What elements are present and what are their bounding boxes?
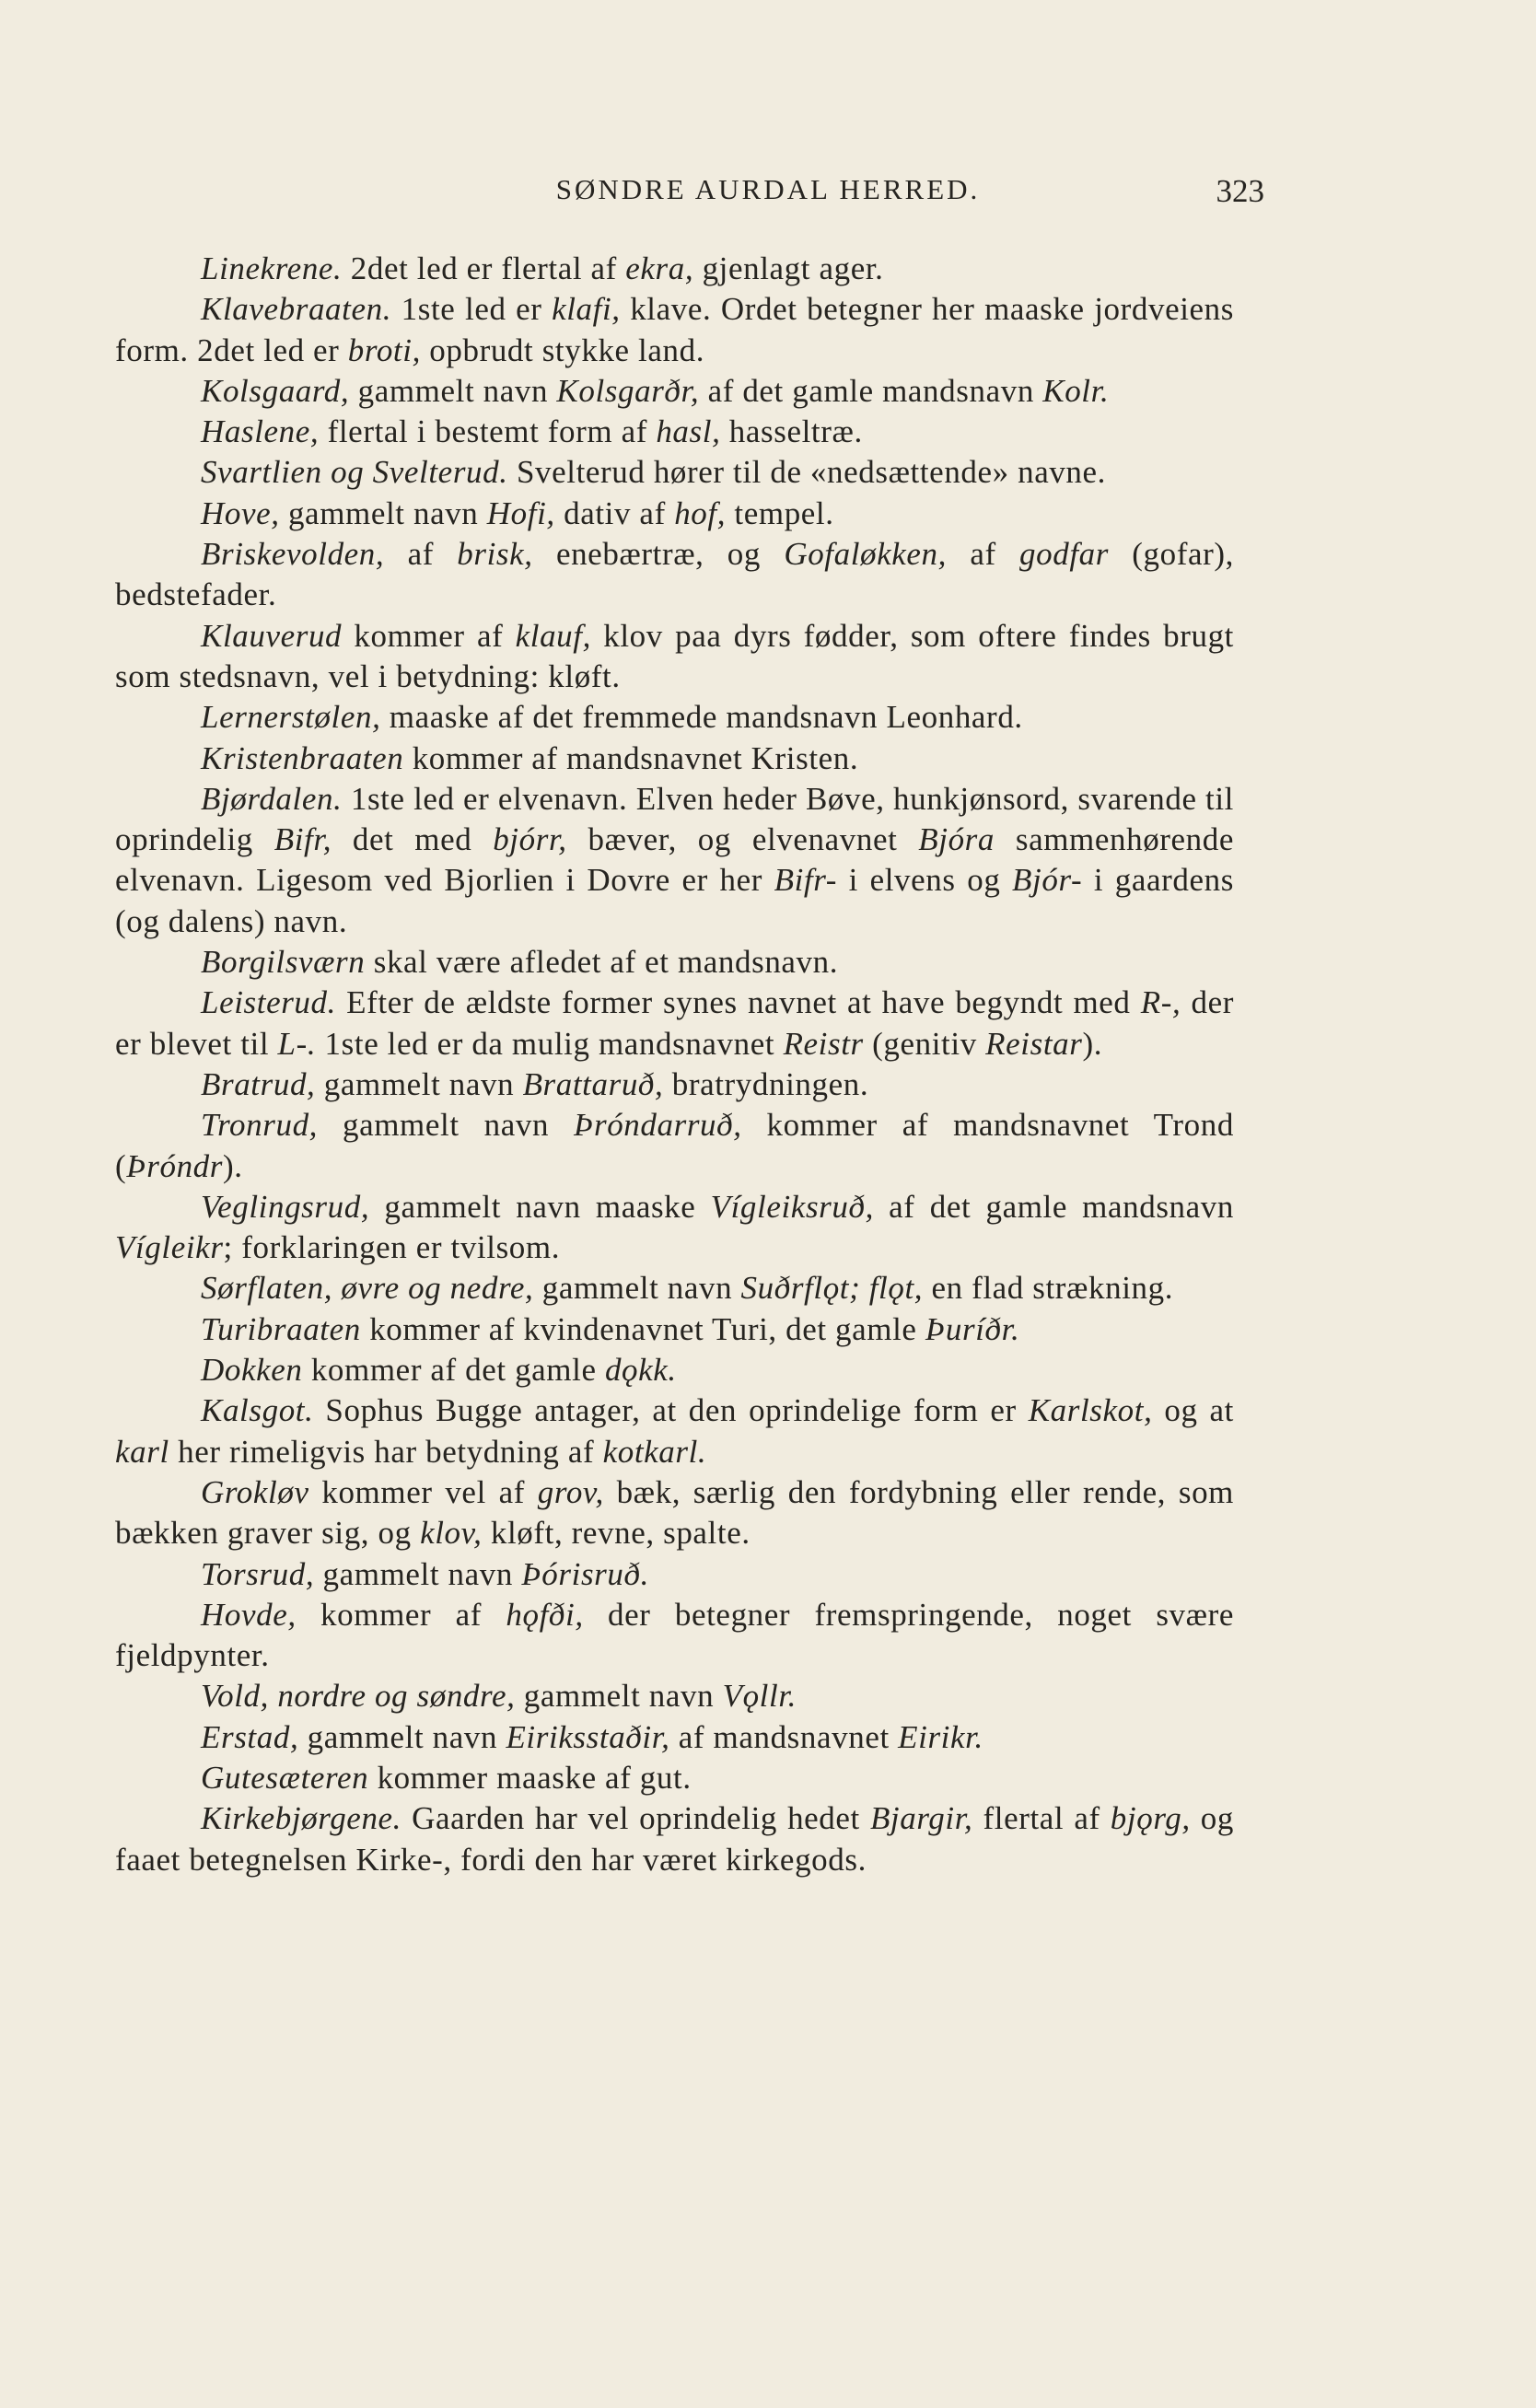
italic-term: grov, (537, 1473, 604, 1510)
entry-paragraph (115, 249, 1234, 289)
entry-paragraph (115, 1350, 1234, 1390)
entry-paragraph (115, 494, 1234, 534)
italic-term: Torsrud, (201, 1555, 315, 1592)
italic-term: Þróndr (126, 1147, 223, 1184)
text-run: kommer af (296, 1596, 506, 1633)
italic-term: Leisterud. (201, 984, 336, 1021)
italic-term: broti, (347, 332, 421, 368)
italic-term: Klauverud (201, 617, 343, 654)
text-run: af det gamle mandsnavn (699, 372, 1043, 409)
text-run: ). (223, 1147, 243, 1184)
text-run: gammelt navn (515, 1678, 723, 1715)
text-run: 1ste led er elvenavn. Elven heder Bøve, hunkjønsord, svarende til oprindelig (115, 780, 1243, 858)
text-run: klov paa dyrs fødder, som oftere findes brugt som stedsnavn, vel i betydning: kløft. (115, 617, 1243, 694)
italic-term: Eiriksstaðir, (506, 1718, 670, 1755)
italic-term: Gofaløkken, (784, 536, 948, 573)
text-run: her rimeligvis har betydning af (169, 1433, 603, 1470)
italic-term: Haslene, (201, 413, 320, 450)
italic-term: Þróndarruð, (574, 1107, 742, 1144)
italic-term: Þórisruð. (521, 1555, 649, 1592)
italic-term: hǫfði, (506, 1596, 584, 1633)
running-head-title: SØNDRE AURDAL HERRED. (555, 173, 981, 205)
italic-term: Bratrud, (201, 1065, 316, 1102)
entry-paragraph (115, 1676, 1234, 1716)
text-run: det med (332, 821, 494, 858)
italic-term: Linekrene. (201, 250, 343, 286)
entry-paragraph (115, 616, 1243, 698)
entry-paragraph (115, 1309, 1234, 1350)
text-run: klave. Ordet betegner her maaske jordveiens form. 2det led er (115, 291, 1243, 368)
text-run: flertal af (972, 1800, 1111, 1837)
italic-term: Sørflaten, øvre og nedre, (201, 1270, 534, 1307)
italic-term: Briskevolden, (201, 536, 385, 573)
italic-term: Kristenbraaten (201, 739, 404, 776)
italic-term: klov, (420, 1515, 483, 1552)
text-run: der betegner fremspringende, noget svære fjeldpynter. (115, 1596, 1243, 1674)
entry-paragraph (115, 942, 1234, 983)
italic-term: Erstad, (201, 1718, 299, 1755)
italic-term: Brattaruð, (522, 1065, 664, 1102)
italic-term: Vígleiksruð, (710, 1188, 874, 1225)
entry-paragraph (115, 1758, 1234, 1798)
text-run: af (947, 536, 1020, 573)
italic-term: Reistar (985, 1025, 1083, 1062)
text-run: dativ af (554, 494, 675, 531)
entry-paragraph (115, 1595, 1243, 1677)
italic-term: Reistr (783, 1025, 864, 1062)
italic-term: R-, (1140, 984, 1181, 1021)
text-run: kommer af kvindenavnet Turi, det gamle (360, 1310, 925, 1347)
entry-paragraph (115, 1798, 1243, 1880)
text-run: kommer af mandsnavnet Kristen. (403, 739, 859, 776)
entry-paragraph (115, 1717, 1234, 1758)
italic-term: Turibraaten (201, 1310, 361, 1347)
italic-term: Vígleikr (115, 1229, 224, 1266)
italic-term: klafi, (552, 291, 621, 328)
text-run: 1ste led er da mulig mandsnavnet (316, 1025, 784, 1062)
text-run: og at (1152, 1392, 1243, 1429)
italic-term: godfar (1019, 536, 1109, 573)
text-run: kommer af (342, 617, 516, 654)
entry-paragraph (115, 534, 1243, 616)
running-head (0, 173, 1536, 219)
text-run: gammelt navn (298, 1718, 506, 1755)
text-run: kløft, revne, spalte. (482, 1515, 751, 1552)
entry-paragraph (115, 739, 1234, 779)
entry-paragraph (115, 412, 1234, 452)
italic-term: Bifr- (774, 862, 838, 899)
italic-term: Kolr. (1042, 372, 1110, 409)
text-run: gammelt navn maaske (369, 1188, 711, 1225)
entry-paragraph (115, 983, 1243, 1064)
text-run: gammelt navn (279, 494, 487, 531)
italic-term: Suðrflǫt; flǫt, (740, 1270, 924, 1307)
text-run: gammelt navn (533, 1270, 741, 1307)
entry-paragraph (115, 1187, 1243, 1269)
entry-paragraph (115, 1390, 1243, 1472)
text-run: Gaarden har vel oprindelig hedet (401, 1800, 870, 1837)
italic-term: Gutesæteren (201, 1759, 369, 1796)
italic-term: klauf, (515, 617, 591, 654)
text-run: kommer af det gamle (302, 1352, 605, 1389)
italic-term: Kirkebjørgene. (201, 1800, 402, 1837)
text-run: 1ste led er (391, 291, 553, 328)
italic-term: bjórr, (493, 821, 567, 858)
italic-term: Hove, (201, 494, 280, 531)
text-run: ; forklaringen er tvilsom. (223, 1229, 561, 1266)
italic-term: Hovde, (201, 1596, 297, 1633)
text-run: af det gamle mandsnavn (873, 1188, 1243, 1225)
text-run: skal være afledet af et mandsnavn. (365, 944, 839, 981)
text-run: i elvens og (837, 862, 1013, 899)
entry-paragraph (115, 779, 1243, 942)
italic-term: Klavebraaten. (201, 291, 392, 328)
italic-term: Grokløv (201, 1473, 309, 1510)
text-run: bæk, særlig den fordybning eller rende, som bækken graver sig, og (115, 1473, 1243, 1552)
italic-term: Tronrud, (201, 1107, 319, 1144)
text-run: gammelt navn (318, 1107, 574, 1144)
text-run: (gofar), bedstefader. (115, 536, 1243, 613)
italic-term: Eirikr. (898, 1718, 983, 1755)
text-run: opbrudt stykke land. (420, 332, 705, 368)
text-run: flertal i bestemt form af (319, 413, 657, 450)
text-run: hasseltræ. (720, 413, 863, 450)
text-run: 2det led er flertal af (342, 250, 626, 286)
italic-term: kotkarl. (602, 1433, 707, 1470)
text-run: bæver, og elvenavnet (566, 821, 919, 858)
text-run: Sophus Bugge antager, at den oprindelige form er (313, 1392, 1029, 1429)
italic-term: Bifr, (273, 821, 332, 858)
italic-term: Hofi, (486, 494, 555, 531)
italic-term: Borgilsværn (201, 944, 366, 981)
italic-term: dǫkk. (604, 1352, 677, 1389)
italic-term: Kolsgaard, (201, 372, 350, 409)
text-run: gammelt navn (314, 1555, 522, 1592)
text-run: der er blevet til (115, 984, 1243, 1062)
entry-paragraph (115, 697, 1234, 738)
text-run: kommer maaske af gut. (368, 1759, 692, 1796)
entry-paragraph (115, 452, 1234, 493)
text-run: kommer vel af (308, 1473, 538, 1510)
text-run: ). (1082, 1025, 1103, 1062)
text-run: kommer af mandsnavnet Trond ( (115, 1107, 1243, 1184)
text-run: og faaet betegnelsen Kirke-, fordi den har været kirkegods. (115, 1800, 1243, 1878)
entry-paragraph (115, 289, 1243, 371)
entry-paragraph (115, 371, 1234, 412)
text-run: af mandsnavnet (669, 1718, 899, 1755)
italic-term: Dokken (201, 1352, 303, 1389)
text-run: gammelt navn (315, 1065, 523, 1102)
text-run: i gaardens (og dalens) navn. (115, 862, 1243, 939)
italic-term: bjǫrg, (1110, 1800, 1191, 1837)
italic-term: L-. (277, 1025, 317, 1062)
italic-term: hof, (674, 494, 727, 531)
entry-paragraph (115, 1105, 1243, 1187)
entry-paragraph (115, 1554, 1234, 1595)
italic-term: Kolsgarðr, (556, 372, 700, 409)
italic-term: karl (115, 1433, 169, 1470)
entry-paragraph (115, 1268, 1234, 1309)
text-run: sammenhørende elvenavn. Ligesom ved Bjorlien i Dovre er her (115, 821, 1243, 899)
page-number: 323 (1216, 173, 1264, 209)
entry-paragraph (115, 1064, 1234, 1105)
entry-paragraph (115, 1472, 1243, 1554)
italic-term: Bjóra (918, 821, 995, 858)
text-run: en flad strækning. (923, 1270, 1174, 1307)
text-run: maaske af det fremmede mandsnavn Leonhard. (380, 699, 1023, 736)
italic-term: Vǫllr. (722, 1678, 797, 1715)
italic-term: Bjørdalen. (201, 780, 343, 817)
italic-term: Bjargir, (869, 1800, 973, 1837)
text-run: gjenlagt ager. (693, 250, 884, 286)
italic-term: Bjór- (1012, 862, 1083, 899)
italic-term: Vold, nordre og søndre, (201, 1678, 516, 1715)
italic-term: Veglingsrud, (201, 1188, 370, 1225)
text-run: bratrydningen. (663, 1065, 869, 1102)
text-run: gammelt navn (349, 372, 557, 409)
text-run: (genitiv (863, 1025, 986, 1062)
text-run: Efter de ældste former synes navnet at have begyndt med (335, 984, 1141, 1021)
text-run: af (384, 536, 458, 573)
italic-term: Þuríðr. (925, 1310, 1020, 1347)
italic-term: brisk, (457, 536, 533, 573)
text-run: Svelterud hører til de «nedsættende» navne. (507, 454, 1107, 491)
italic-term: Lernerstølen, (201, 699, 381, 736)
italic-term: ekra, (625, 250, 694, 286)
text-run: tempel. (726, 494, 834, 531)
italic-term: Svartlien og Svelterud. (201, 454, 508, 491)
body-text (115, 249, 1243, 1880)
italic-term: hasl, (656, 413, 721, 450)
text-run: enebærtræ, og (532, 536, 785, 573)
italic-term: Karlskot, (1028, 1392, 1153, 1429)
italic-term: Kalsgot. (201, 1392, 314, 1429)
